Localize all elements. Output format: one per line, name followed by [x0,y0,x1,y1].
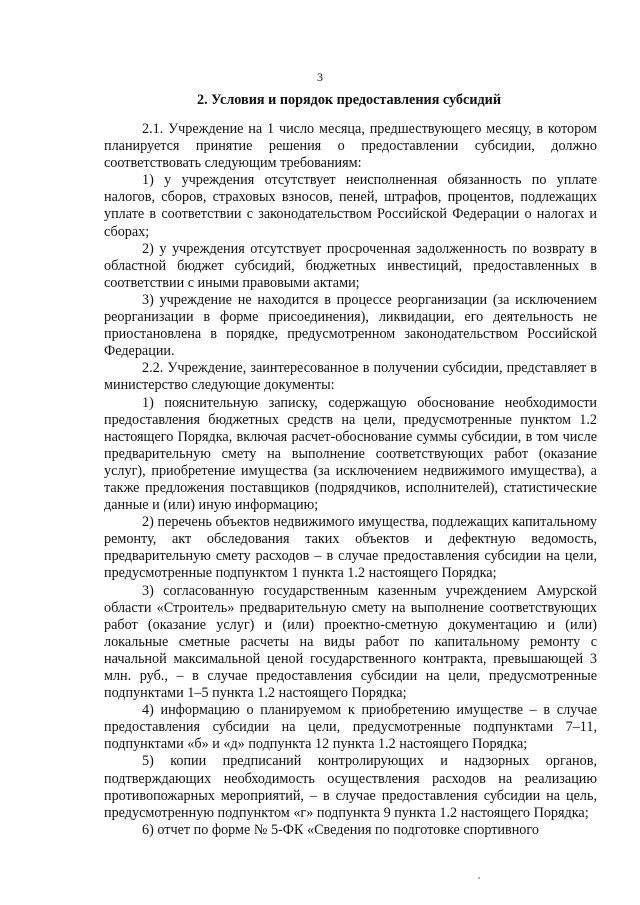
paragraph-document-6: 6) отчет по форме № 5-ФК «Сведения по подготовке спортивного [142,821,539,838]
paragraph-requirement-3: 3) учреждение не находится в процессе реорганизации (за исключением реорганизации в форме присоединения), ликвидации, его деятельность не приостановлена в порядке, предусмотренном законодательством Российской Федерации. [104,291,597,360]
paragraph-document-2: 2) перечень объектов недвижимого имущества, подлежащих капитальному ремонту, акт обследования таких объектов и дефектную ведомость, предварительную смету расходов – в случае предоставления субсидии на цели, предусмотренные подпунктом 1 пункта 1.2 настоящего Порядка; [104,514,597,582]
paragraph-2-2: 2.2. Учреждение, заинтересованное в получении субсидии, представляет в министерство следующие документы: [104,360,597,394]
paragraph-requirement-2: 2) у учреждения отсутствует просроченная задолженность по возврату в областной бюджет субсидий, бюджетных инвестиций, предоставленных в соответствии с иными правовыми актами; [104,240,597,291]
paragraph-document-3: 3) согласованную государственным казенным учреждением Амурской области «Строитель» предварительную смету на выполнение соответствующих работ (оказание услуг) и (или) проектно-сметную документацию и (или) локальные сметные расчеты на виды работ по капитальному ремонту с начальной максимальной ценой государственного контракта, превышающей 3 млн. руб., – в случае предоставления субсидии на цели, предусмотренные подпунктами 1–5 пункта 1.2 настоящего Порядка; [104,582,597,702]
paragraph-requirement-1: 1) у учреждения отсутствует неисполненная обязанность по уплате налогов, сборов, страховых взносов, пеней, штрафов, процентов, подлежащих уплате в соответствии с законодательством Российской Федерации о налогах и сборах; [104,172,597,240]
paragraph-2-1: 2.1. Учреждение на 1 число месяца, предшествующего месяцу, в котором планируется принятие решения о предоставлении субсидии, должно соответствовать следующим требованиям: [104,121,597,172]
scan-speck [478,877,480,879]
paragraph-document-4: 4) информацию о планируемом к приобретению имуществе – в случае предоставления субсидии на цели, предусмотренные подпунктами 7–11, подпунктами «б» и «д» подпункта 12 пункта 1.2 настоящего Порядка; [104,702,597,753]
paragraph-document-1: 1) пояснительную записку, содержащую обоснование необходимости предоставления бюджетных средств на цели, предусмотренные пунктом 1.2 настоящего Порядка, включая расчет-обоснование суммы субсидии, в том числе предварительную смету на выполнение соответствующих работ (оказание услуг), приобретение имущества (за исключением недвижимого имущества), а также предложения поставщиков (подрядчиков, исполнителей), статистические данные и (или) иную информацию; [104,394,597,514]
section-title: 2. Условия и порядок предоставления субсидий [196,92,502,108]
paragraph-document-5: 5) копии предписаний контролирующих и надзорных органов, подтверждающих необходимость осуществления расходов на реализацию противопожарных мероприятий, – в случае предоставления субсидии на цель, предусмотренную подпунктом «г» подпункта 9 пункта 1.2 настоящего Порядка; [104,753,597,821]
page-number: 3 [317,70,323,84]
document-body [104,121,597,839]
